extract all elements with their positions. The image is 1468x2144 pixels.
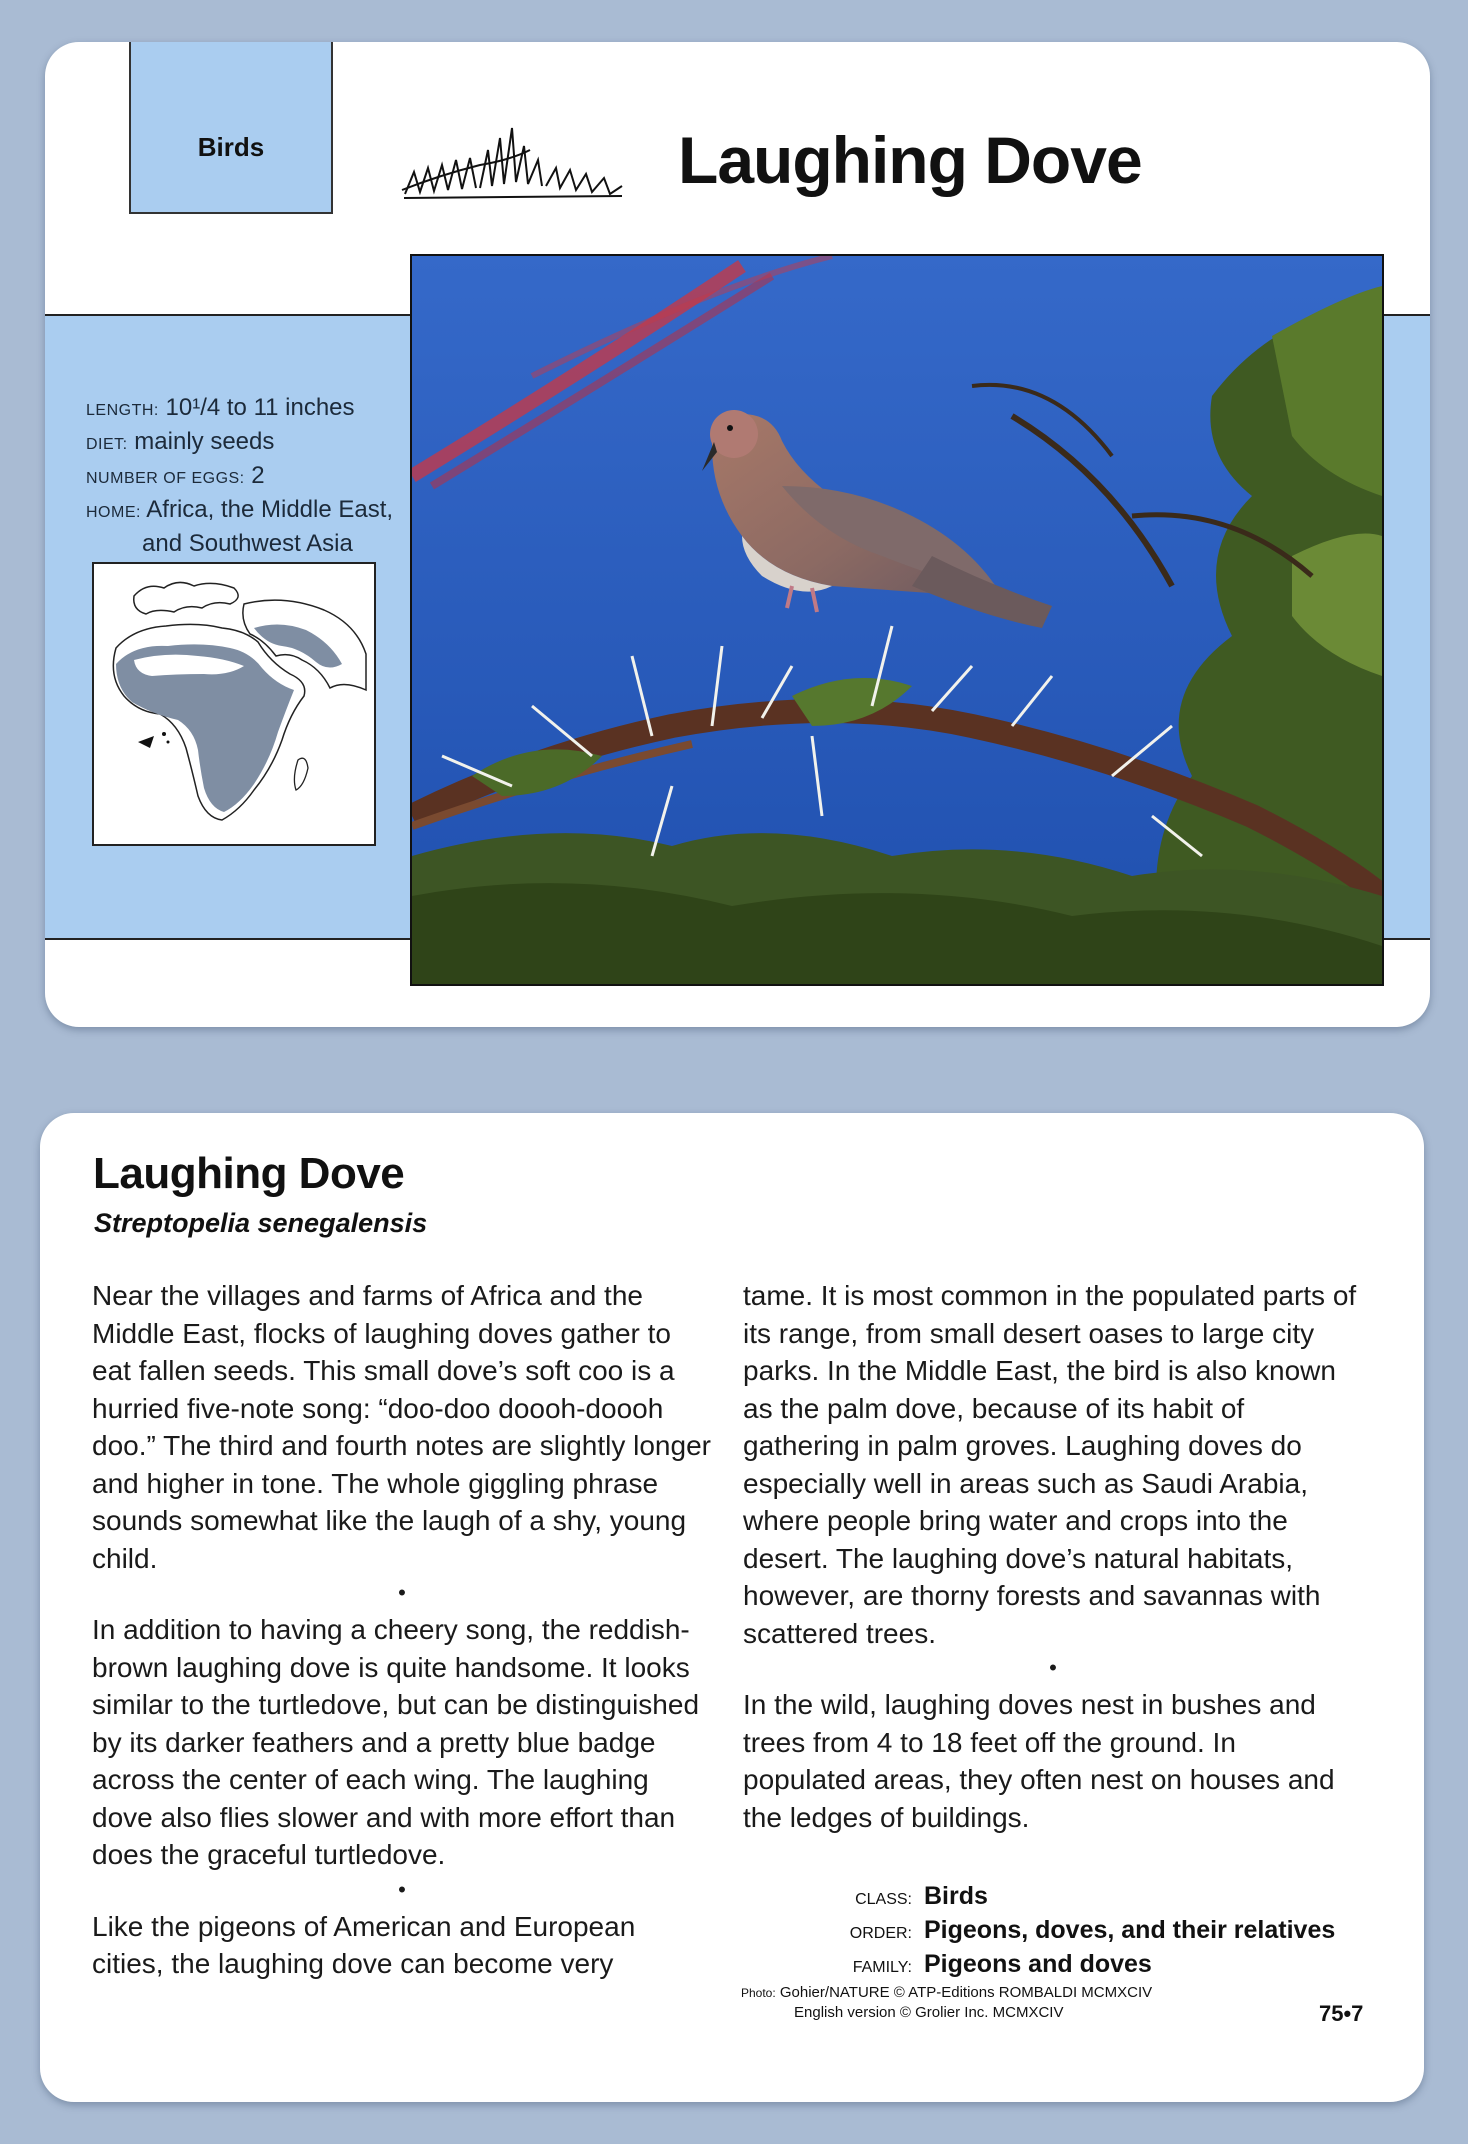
fact-value: mainly seeds <box>134 428 275 455</box>
fact-value: Africa, the Middle East, <box>146 496 394 523</box>
paragraph: tame. It is most common in the populated parts of its range, from small desert oases to large city parks. In the Middle East, the bird is also known as the palm dove, because of its habit of gathering in palm groves. Laughing doves do especially well in areas such as Saudi Arabia, where people bring water and crops into the desert. The laughing dove’s natural habitats, however, are thorny forests and savannas with scattered trees. <box>743 1280 1357 1649</box>
text-column-left <box>92 1277 712 1983</box>
range-map <box>92 562 376 846</box>
fact-value: 10¹/4 to 11 inches <box>165 394 355 421</box>
photo-credits <box>741 1983 1152 2023</box>
fact-label: HOME: <box>86 504 141 521</box>
fact-eggs <box>86 460 416 494</box>
fact-label: NUMBER OF EGGS: <box>86 470 245 487</box>
credits-line-1 <box>741 1983 1152 2003</box>
taxonomy-label: ORDER: <box>849 1925 912 1942</box>
dove-photo-image <box>412 256 1382 984</box>
separator-dot: • <box>398 1580 406 1605</box>
taxonomy-block <box>836 1881 1335 1983</box>
fact-list <box>86 392 416 559</box>
fact-value: 2 <box>251 462 265 489</box>
paragraph: Near the villages and farms of Africa and the Middle East, flocks of laughing doves gather to eat fallen seeds. This small dove’s soft coo is a hurried five-note song: “doo-doo doooh-doooh doo.” The third and fourth notes are slightly longer and higher in tone. The whole giggling phrase sounds somewhat like the laugh of a shy, young child. <box>92 1280 711 1574</box>
credits-text: Gohier/NATURE © ATP-Editions ROMBALDI MCMXCIV <box>779 1984 1153 2001</box>
fact-label: LENGTH: <box>86 402 159 419</box>
separator-dot: • <box>398 1876 406 1902</box>
fact-home <box>86 494 416 528</box>
text-column-right <box>743 1277 1363 1836</box>
dove-photo <box>410 254 1384 986</box>
taxonomy-class <box>836 1881 1335 1915</box>
taxonomy-value: Pigeons and doves <box>924 1950 1152 1978</box>
card-number: 75•7 <box>1319 2001 1364 2026</box>
fact-home-continued <box>86 528 416 559</box>
paragraph: In the wild, laughing doves nest in bushes and trees from 4 to 18 feet off the ground. In populated areas, they often nest on houses and the ledges of buildings. <box>743 1689 1335 1833</box>
paragraph: In addition to having a cheery song, the reddish-brown laughing dove is quite handsome. It looks similar to the turtledove, but can be distinguished by its darker feathers and a pretty blue badge across the center of each wing. The laughing dove also flies slower and with more effort than does the graceful turtledove. <box>92 1614 700 1870</box>
category-label: Birds <box>197 131 265 162</box>
paragraph: Like the pigeons of American and European cities, the laughing dove can become very <box>92 1910 636 1979</box>
grass-icon <box>400 120 625 200</box>
back-card <box>40 1113 1424 2102</box>
fact-length <box>86 392 416 426</box>
taxonomy-label: CLASS: <box>855 1891 912 1908</box>
fact-value: and Southwest Asia <box>142 530 353 557</box>
front-card <box>45 42 1430 1027</box>
taxonomy-order <box>836 1915 1335 1949</box>
taxonomy-label: FAMILY: <box>852 1959 912 1976</box>
fact-label: DIET: <box>86 436 128 453</box>
back-title: Laughing Dove <box>93 1149 405 1198</box>
range-map-image <box>94 564 374 844</box>
photo-label: Photo: <box>741 1986 776 2000</box>
taxonomy-value: Pigeons, doves, and their relatives <box>924 1916 1336 1944</box>
front-title: Laughing Dove <box>678 123 1142 197</box>
scientific-name: Streptopelia senegalensis <box>94 1208 428 1238</box>
category-tab <box>129 42 333 214</box>
separator-dot: • <box>1049 1655 1057 1680</box>
fact-diet <box>86 426 416 460</box>
taxonomy-family <box>836 1949 1335 1983</box>
taxonomy-value: Birds <box>924 1882 988 1910</box>
credits-line-2: English version © Grolier Inc. MCMXCIV <box>794 2004 1064 2021</box>
